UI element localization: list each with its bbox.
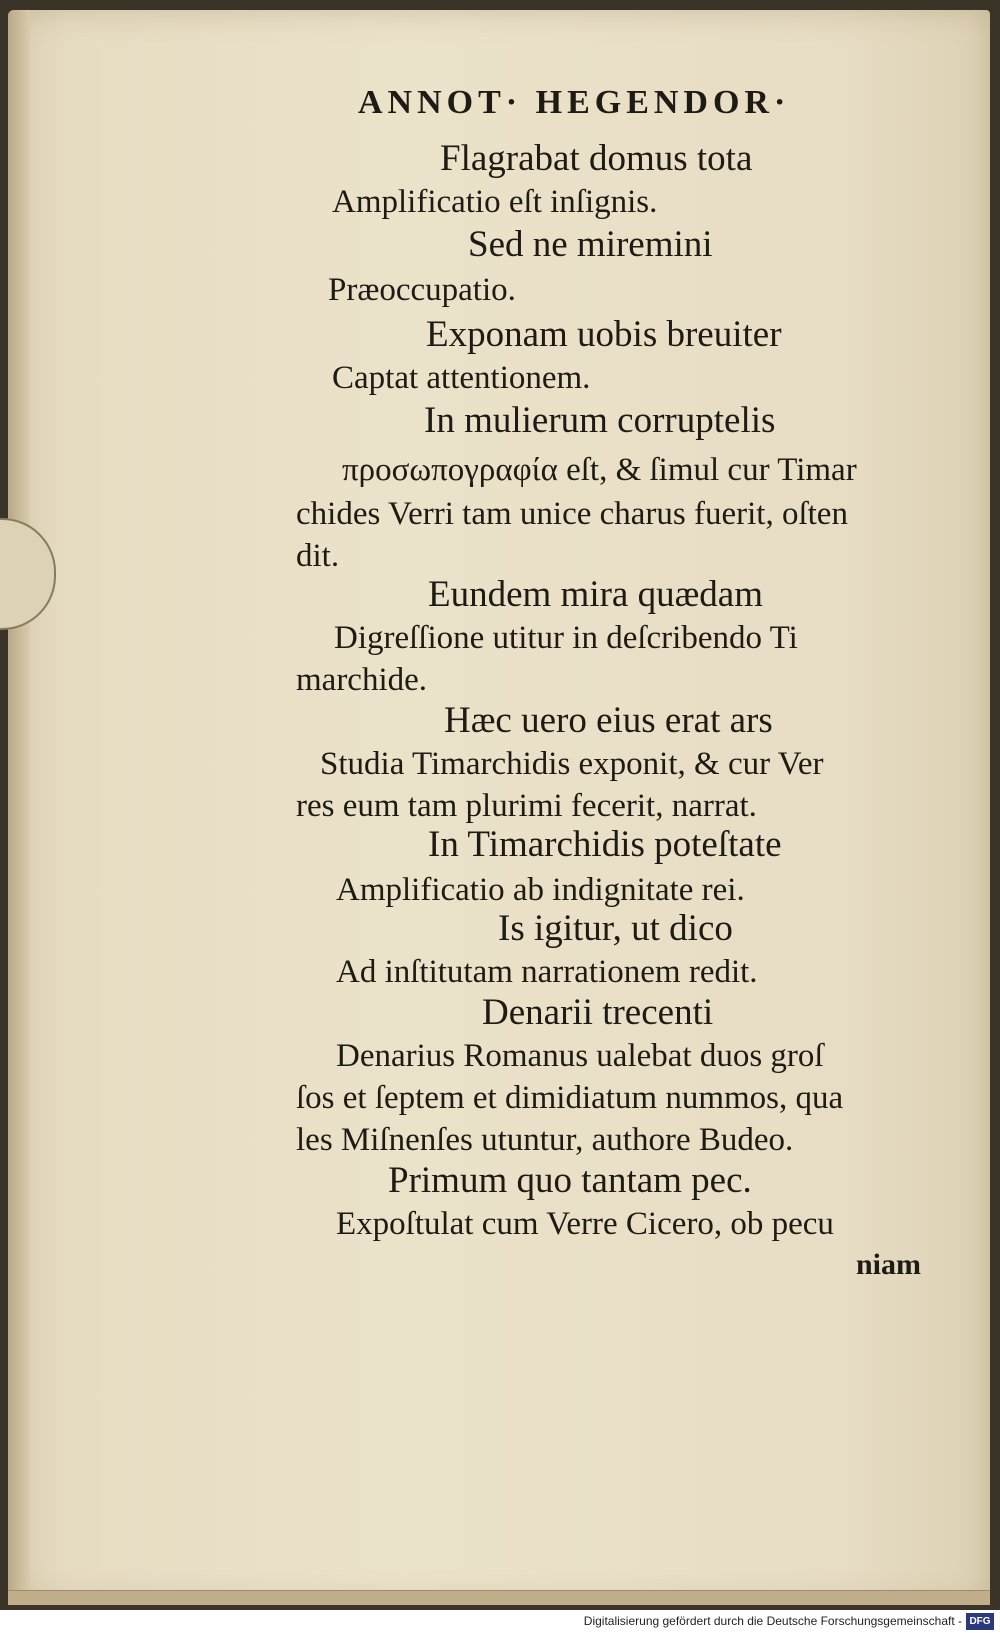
note-line: Studia Timarchidis exponit, & cur Ver [320,746,824,782]
digitization-footer [0,1610,1000,1634]
note-line: chides Verri tam unice charus fuerit, oſten [296,496,848,532]
funding-credit: Digitalisierung gefördert durch die Deutsche Forschungsgemeinschaft - [583,1614,962,1628]
lemma-line: Exponam uobis breuiter [426,314,782,355]
page-stack-edge [8,1590,990,1605]
page-gutter [8,10,30,1602]
note-line: marchide. [296,662,428,698]
lemma-line: Denarii trecenti [482,992,714,1033]
note-line: dit. [296,538,340,574]
note-line: Amplificatio eſt inſignis. [332,184,658,220]
note-line: Expoſtulat cum Verre Cicero, ob pecu [336,1206,834,1242]
note-line: res eum tam plurimi fecerit, narrat. [296,788,757,824]
note-line: Denarius Romanus ualebat duos groſ [336,1038,824,1074]
lemma-line: In mulierum corruptelis [424,400,776,441]
dfg-logo: DFG [966,1613,994,1630]
note-line: Ad inſtitutam narrationem redit. [336,954,758,990]
lemma-line: Eundem mira quædam [428,574,763,615]
note-line: ſos et ſeptem et dimidiatum nummos, qua [296,1080,844,1116]
note-line: Digreſſione utitur in deſcribendo Ti [334,620,798,656]
note-line: Captat attentionem. [332,360,591,396]
lemma-line: Sed ne miremini [468,224,713,265]
lemma-line: Hæc uero eius erat ars [444,700,773,741]
lemma-line: Flagrabat domus tota [440,138,753,179]
note-line: Amplificatio ab indignitate rei. [336,872,745,908]
note-line: les Miſnenſes utuntur, authore Budeo. [296,1122,794,1158]
lemma-line: Primum quo tantam pec. [388,1160,752,1201]
catchword: niam [856,1248,922,1281]
running-header: ANNOT· HEGENDOR· [358,84,791,121]
note-line: Præoccupatio. [328,272,516,308]
lemma-line: In Timarchidis poteſtate [428,824,782,865]
note-line: προσωπογραφία eſt, & ſimul cur Timar [342,452,857,488]
lemma-line: Is igitur, ut dico [498,908,733,949]
